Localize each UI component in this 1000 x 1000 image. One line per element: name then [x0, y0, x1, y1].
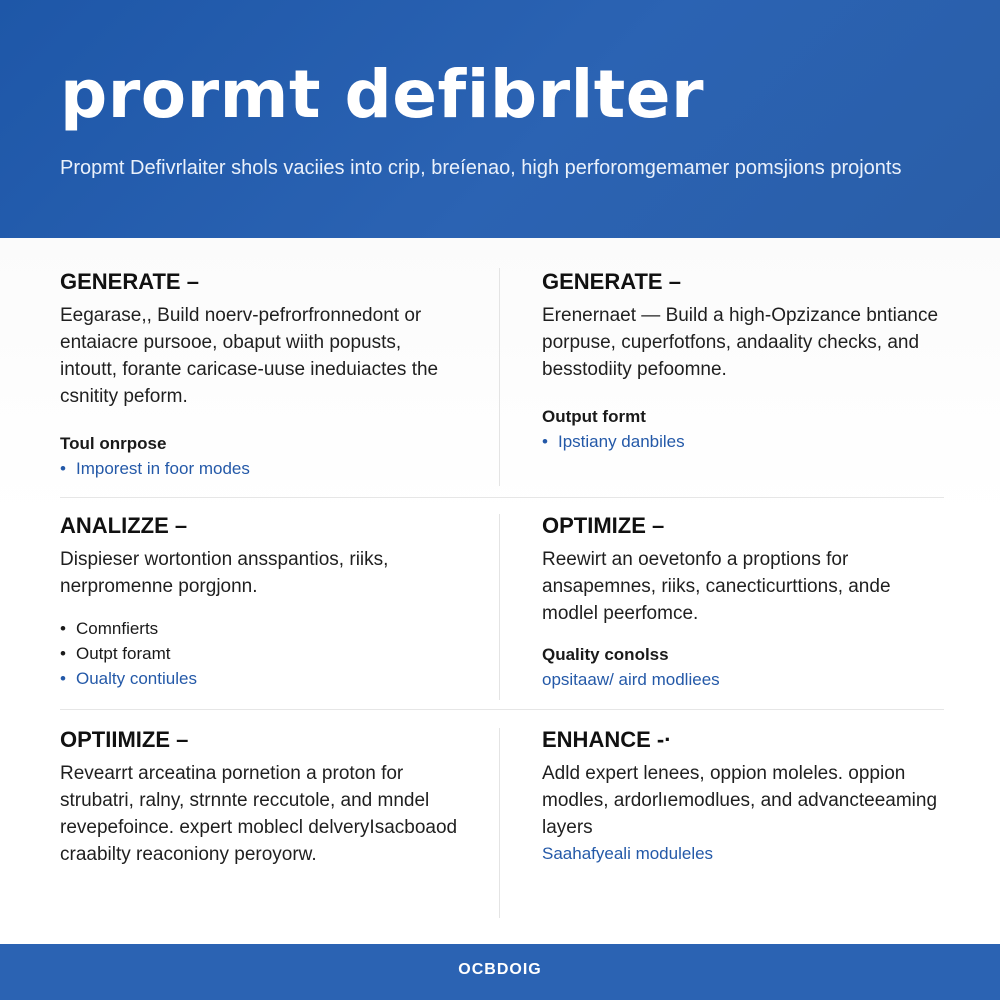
card-description: Revearrt arceatina pornetion a proton for strubatri, ralny, strnnte reccutole, and mndel revepefoince. expert moblecl delveryIsacboaod craabilty reaconiony peroyorw. [60, 763, 458, 865]
header-banner [0, 0, 1000, 238]
card-title: ANALIZZE – [60, 513, 188, 538]
list-item: • Ipstiany danbiles [542, 429, 942, 454]
card-title: OPTIIMIZE – [60, 727, 189, 752]
list-item: • Oualty contiules [60, 666, 460, 691]
card-generate-2 [542, 268, 942, 454]
footer-logo: OCBDOIG [458, 961, 542, 978]
card-title: ENHANCE -· [542, 727, 672, 752]
card-enhance [542, 726, 942, 866]
card-highlight: Saahafyeali moduleles [542, 844, 714, 863]
list-item: • Imporest in foor modes [60, 456, 460, 481]
card-bullet-list [60, 616, 460, 691]
list-item: • Comnfierts [60, 616, 460, 641]
row-divider [60, 497, 944, 498]
card-title: OPTIMIZE – [542, 513, 665, 538]
card-sublabel: Output formt [542, 407, 646, 426]
column-divider [499, 728, 500, 918]
card-title: GENERATE – [60, 269, 199, 294]
card-sublabel: Toul onrpose [60, 434, 167, 453]
card-description: Erenernaet — Build a high-Opzizance bntiance porpuse, cuperfotfons, andaality checks, and besstodiity pefoomne. [542, 305, 939, 380]
card-optimize-1 [542, 512, 942, 692]
card-optimize-2 [60, 726, 460, 868]
list-item: • Outpt foramt [60, 641, 460, 666]
card-analyze [60, 512, 460, 691]
feature-grid [0, 238, 1000, 944]
column-divider [499, 514, 500, 700]
card-bullet-list [60, 456, 460, 481]
card-title: GENERATE – [542, 269, 681, 294]
card-description: Adld expert lenees, oppion moleles. oppion modles, ardorlıemodlues, and advancteeaming layers [542, 763, 938, 838]
card-description: Eegarase,, Build noerv-pefrorfronnedont or entaiacre pursooe, obaput wiith popusts, intoutt, forante caricase-uuse ineduiactes the csnitity peform. [60, 305, 439, 407]
row-divider [60, 709, 944, 710]
card-description: Reewirt an oevetonfo a proptions for ansapemnes, riiks, canecticurttions, ande modlel peerfomce. [542, 549, 891, 624]
footer-bar [0, 944, 1000, 1000]
column-divider [499, 268, 500, 486]
card-description: Dispieser wortontion ansspantios, riiks, nerpromenne porgjonn. [60, 549, 389, 597]
card-highlight: opsitaaw/ aird modliees [542, 670, 720, 689]
card-sublabel: Quality conolss [542, 645, 669, 664]
page-subtitle: Propmt Defivrlaiter shols vaciies into crip, breíenao, high perforomgemamer pomsjions projonts [60, 157, 902, 179]
card-bullet-list [542, 429, 942, 454]
card-generate-1 [60, 268, 460, 481]
page-title: prormt defibrlter [60, 56, 705, 133]
